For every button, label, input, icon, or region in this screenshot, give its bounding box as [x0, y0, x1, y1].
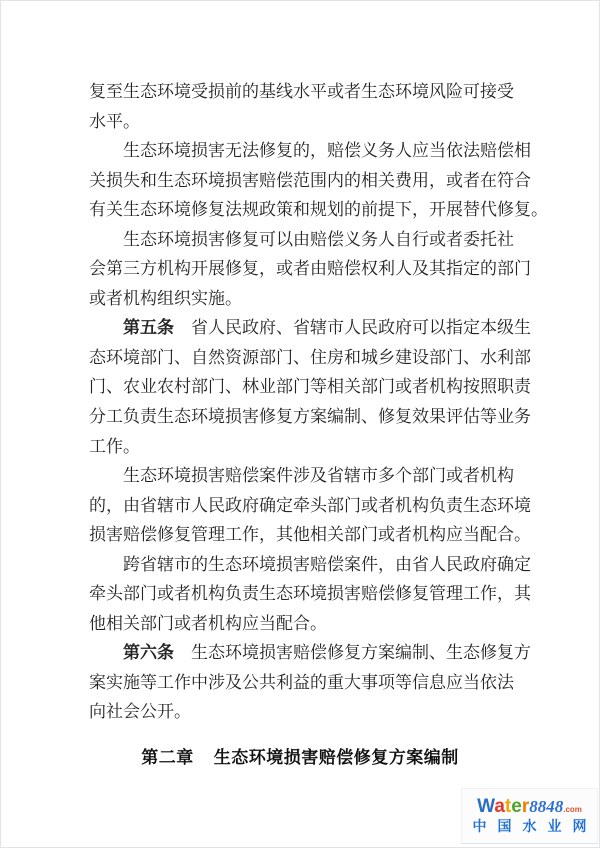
text-segment: 他相关部门或者机构应当配合。: [89, 613, 327, 633]
text-segment: 生态环境损害赔偿修复方案编制、生态修复方: [174, 643, 531, 663]
text-segment: 工作。: [89, 436, 140, 456]
logo-water-word: [477, 796, 530, 817]
text-segment: 牵头部门或者机构负责生态环境损害赔偿修复管理工作，其: [89, 584, 531, 604]
text-line: [89, 225, 519, 255]
text-line: [89, 579, 531, 609]
logo-site-name-cn: 中国水业网: [472, 818, 598, 834]
text-segment: 向社会公开。: [89, 702, 191, 722]
text-segment: 损害赔偿修复管理工作，其他相关部门或者机构应当配合。: [89, 525, 531, 545]
logo-letter: t: [504, 796, 512, 817]
text-segment: 水平。: [89, 111, 140, 131]
chapter-title: 生态环境损害赔偿修复方案编制: [213, 748, 459, 767]
text-line: [89, 609, 519, 639]
text-segment: 或者机构组织实施。: [89, 288, 242, 308]
text-line: [89, 432, 519, 462]
text-segment: 有关生态环境修复法规政策和规划的前提下，开展替代修复。: [89, 200, 548, 220]
text-segment: [89, 318, 123, 337]
text-segment: 关损失和生态环境损害赔偿范围内的相关费用，或者在符合: [89, 170, 531, 190]
text-segment: 第五条: [123, 318, 174, 338]
text-segment: 跨省辖市的生态环境损害赔偿案件，由省人民政府确定: [89, 554, 531, 574]
text-line: [89, 77, 519, 107]
logo-letter: W: [477, 796, 495, 817]
text-line: [89, 107, 519, 137]
text-line: [89, 668, 519, 698]
text-segment: 分工负责生态环境损害修复方案编制、修复效果评估等业务: [89, 407, 531, 427]
text-line: [89, 491, 531, 521]
text-line: [89, 313, 531, 343]
text-line: [89, 402, 531, 432]
logo-tld: .com: [563, 805, 582, 814]
text-line: [89, 284, 519, 314]
logo-letter: e: [511, 796, 522, 817]
text-segment: 省人民政府、省辖市人民政府可以指定本级生: [174, 318, 531, 338]
text-line: [89, 254, 531, 284]
text-segment: 生态环境损害赔偿案件涉及省辖市多个部门或者机构: [89, 466, 514, 486]
text-line: [89, 638, 531, 668]
text-segment: 第六条: [123, 643, 174, 663]
text-line: [89, 166, 531, 196]
logo-wordmark: [477, 797, 582, 816]
text-segment: 的，由省辖市人民政府确定牵头部门或者机构负责生态环境: [89, 495, 531, 515]
text-line: [89, 520, 531, 550]
text-line: [89, 195, 548, 225]
text-line: [89, 136, 531, 166]
text-segment: 会第三方机构开展修复，或者由赔偿权利人及其指定的部门: [89, 259, 531, 279]
text-segment: 复至生态环境受损前的基线水平或者生态环境风险可接受: [89, 82, 514, 101]
logo-digits: 8848: [529, 797, 564, 816]
text-segment: 生态环境损害无法修复的，赔偿义务人应当依法赔偿相: [89, 141, 531, 161]
text-segment: 门、农业农村部门、林业部门等相关部门或者机构按照职责: [89, 377, 531, 397]
chapter-number: 第二章: [141, 748, 194, 767]
text-segment: 案实施等工作中涉及公共利益的重大事项等信息应当依法: [89, 672, 514, 692]
text-line: [89, 461, 519, 491]
text-segment: [89, 643, 123, 662]
text-line: [89, 343, 531, 373]
water8848-logo: [461, 788, 598, 844]
chapter-heading: [1, 747, 599, 769]
logo-letter: r: [521, 796, 530, 817]
text-segment: 生态环境损害修复可以由赔偿义务人自行或者委托社: [89, 229, 514, 249]
text-line: [89, 372, 531, 402]
logo-site-name-row: [472, 818, 598, 835]
text-line: [89, 550, 531, 580]
text-line: [89, 697, 519, 727]
document-body: [89, 77, 548, 727]
text-segment: 态环境部门、自然资源部门、住房和城乡建设部门、水利部: [89, 347, 531, 367]
logo-letter: a: [494, 796, 505, 817]
